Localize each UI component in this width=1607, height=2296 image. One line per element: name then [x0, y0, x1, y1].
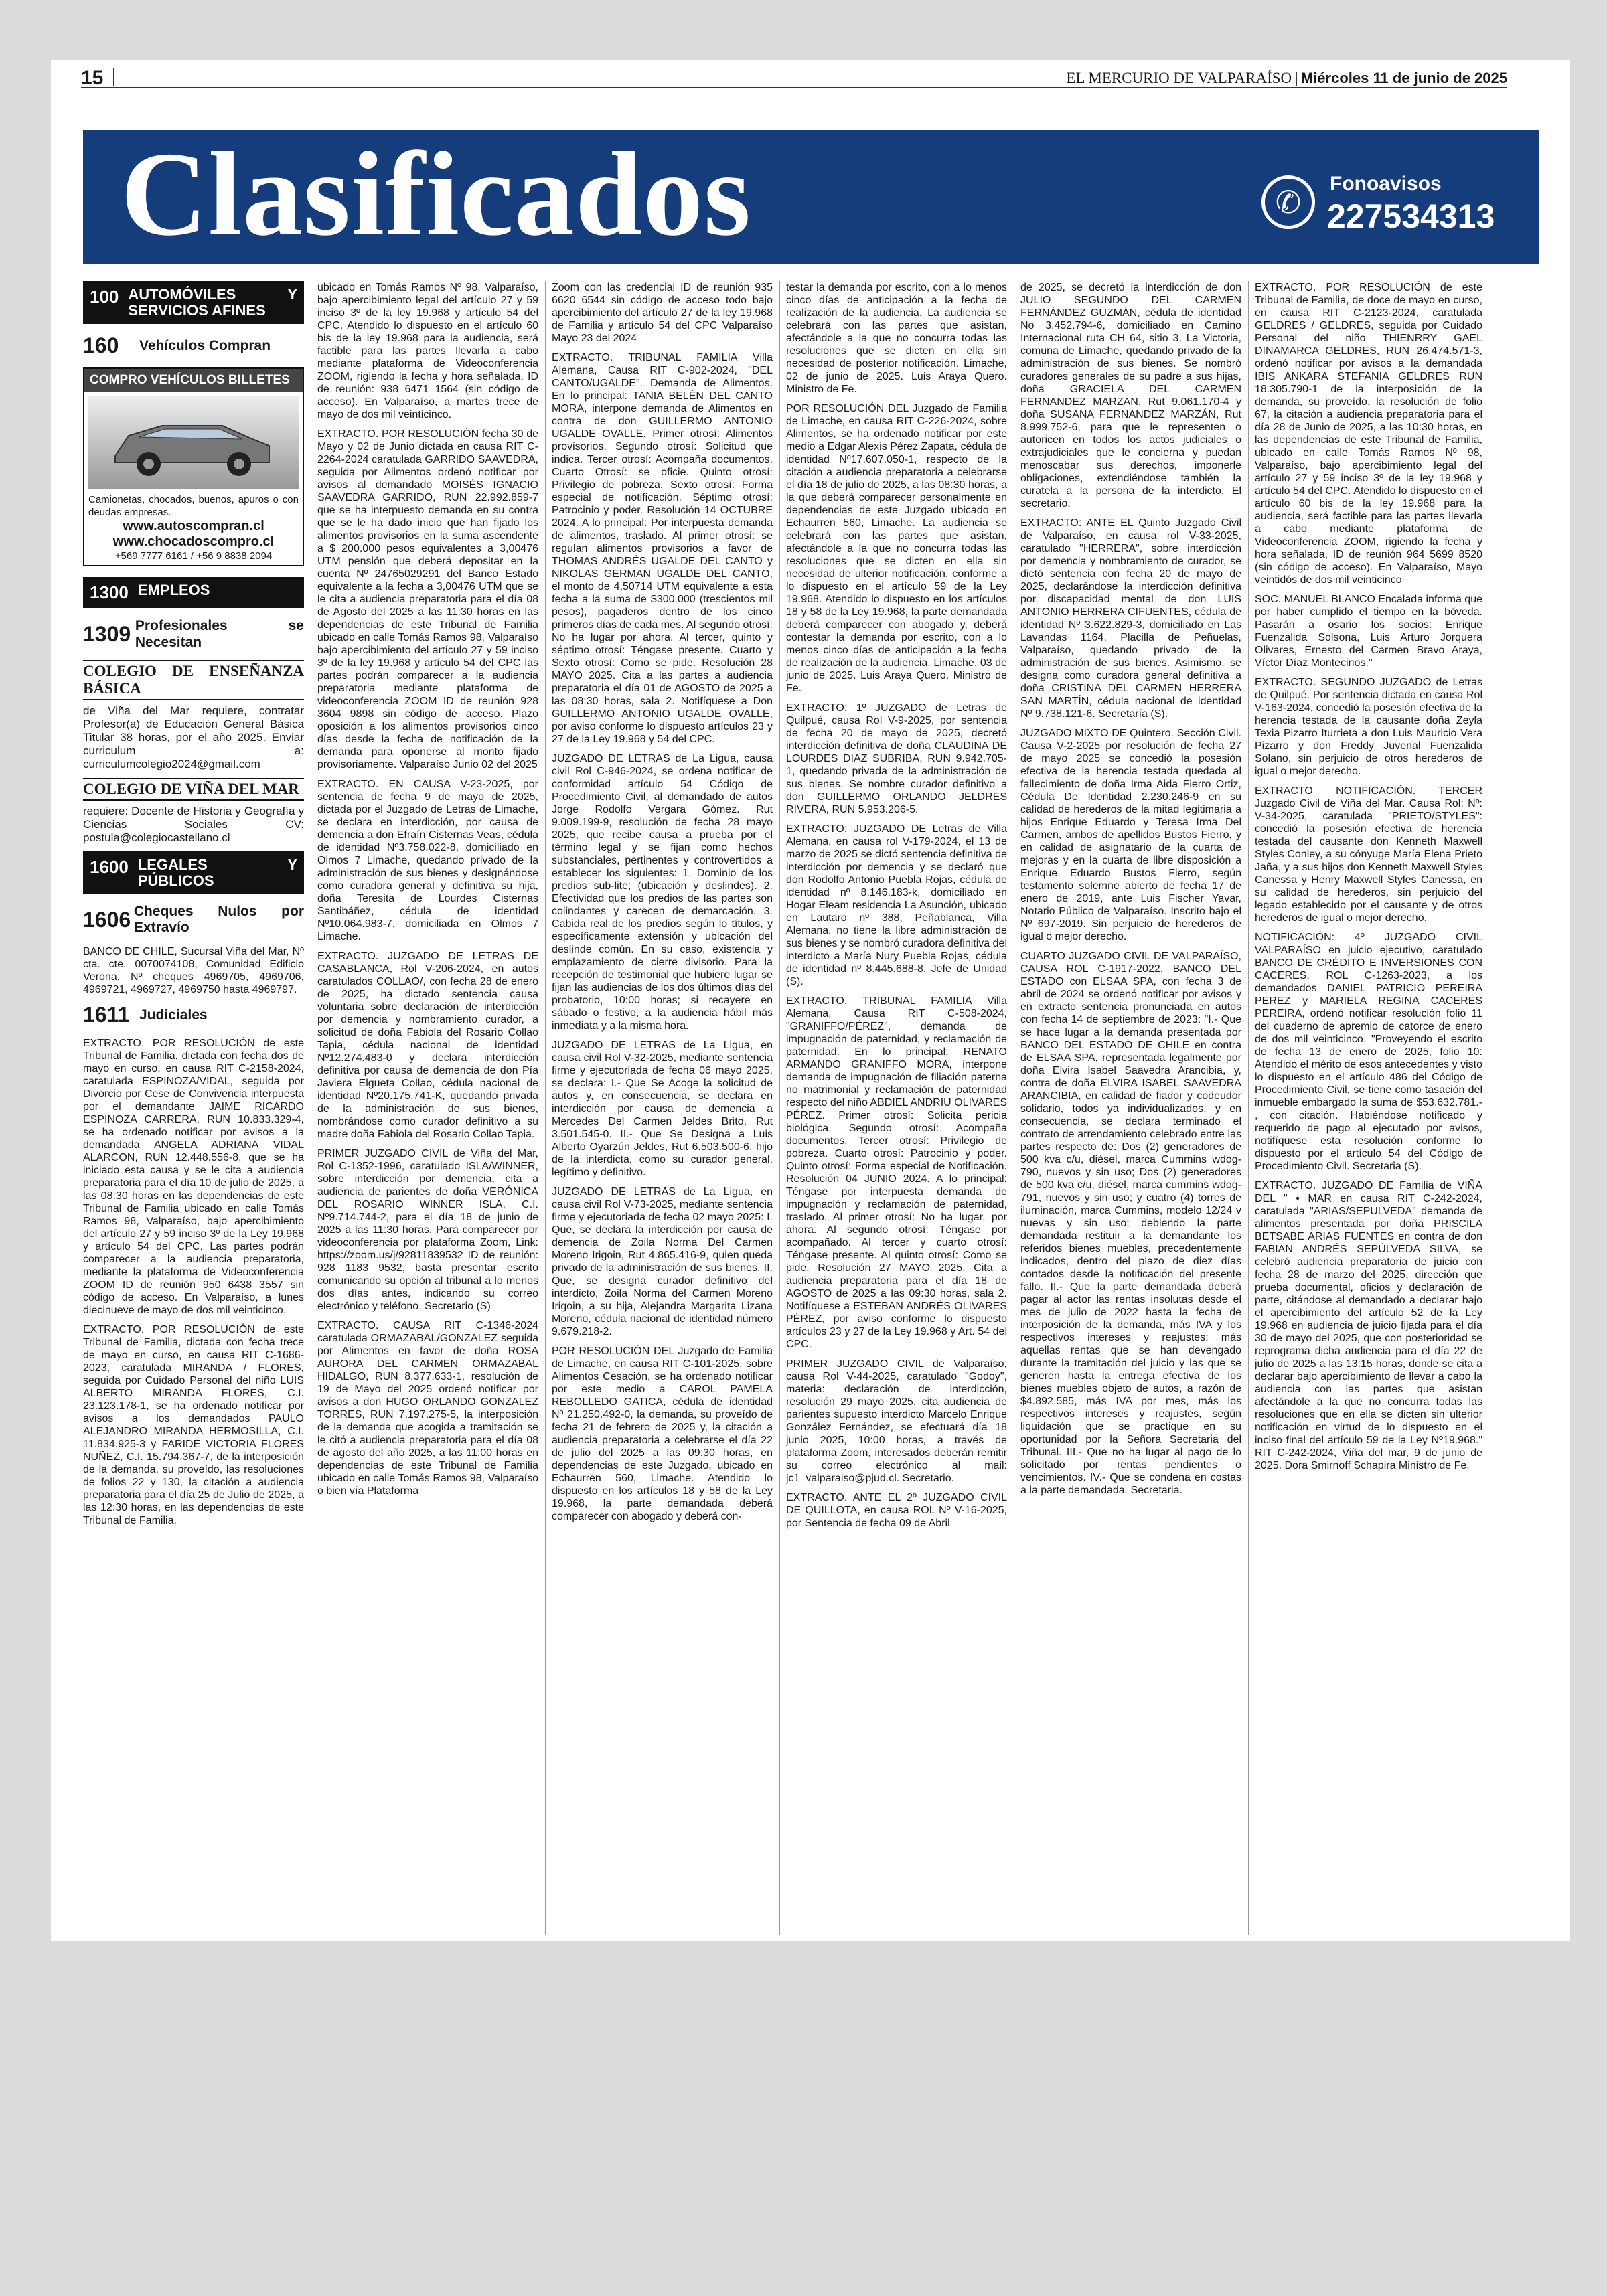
job-ad-title-2: COLEGIO DE VIÑA DEL MAR [83, 778, 304, 801]
legal-notice: POR RESOLUCIÓN DEL Juzgado de Familia de Limache, en causa RIT C-226-2024, sobre Alimentos, se ha ordenado notificar por este medio a Edgar Alexis Pérez Zapata, cédula de identidad Nº17.607.050-1, respecto de la citación a audiencia preparatoria a celebrarse el día 18 de julio de 2025, a las 08:30 horas, a la que deberá comparecer personalmente en dependencias de este Juzgado ubicado en Echaurren 560, Limache. La audiencia se celebrará con las partes que asistan, afectándole a la que no concurra todas las resoluciones que se dicten en ella sin necesidad de ulterior notificación, conforme a lo dispuesto en el artículo 59 de la Ley 19.968. Atendido lo dispuesto en los artículos 18 y 58 de la Ley 19.968, la parte demandada deberá comparecer con abogado y, deberá contestar la demanda por escrito, con a lo menos cinco días de anticipación a la fecha de realización de la audiencia. Limache, 03 de junio de 2025. Luis Araya Quero. Ministro de Fe. [786, 403, 1007, 694]
column-divider [1248, 281, 1249, 1935]
legal-notice: JUZGADO DE LETRAS de La Ligua, en causa civil Rol V-32-2025, mediante sentencia firme y ejecutoriada de fecha 06 mayo 2025, se declara: I.- Que Se Acoge la solicitud de autos y, en consecuencia, se declara en interdicción por causa de demencia a Mercedes Del Carmen Jeldes Brito, Rut 3.501.545-0. II.- Que Se Designa a Luis Alberto Oyarzún Jeldes, Rut 6.503.500-6, hijo de la interdicta, como su curador general, legítimo y definitivo. [552, 1040, 773, 1178]
category-label: LEGALES Y PÚBLICOS [137, 855, 297, 889]
legal-notice: EXTRACTO. POR RESOLUCIÓN de este Tribunal de Familia, de doce de mayo en curso, en causa RIT C-2123-2024, caratulada GELDRES / GELDRES, seguida por Cuidado Personal del niño THIENRRY GAEL DINAMARCA GELDRES, RUN 26.474.571-3, ordenó notificar por avisos a la demandada IBIS ANKARA STEFANIA GELDRES RUN 18.305.790-1 de la interposición de la demanda, su proveído, la resolución de folio 67, la citación a audiencia preparatoria para el día 28 de Junio de 2025, a las 10:30 horas, en las dependencias de este Tribunal de Familia, ubicado en calle Tomás Ramos Nº 98, Valparaíso, bajo apercibimiento legal del artículo 27 y 59 inciso 3º de la ley 19.968 y artículo 54 del CPC. Atendido lo dispuesto en el artículo 60 bis de la ley 19.968 para la audiencia, será factible para las partes llevarla a cabo mediante plataforma de Videoconferencia ZOOM, rigiendo la fecha y hora señalada, ID de reunión 964 5699 8520 (sin código de acceso). En Valparaíso, Mayo veintidós de dos mil veinticinco [1255, 282, 1482, 586]
legal-notice: PRIMER JUZGADO CIVIL de Valparaíso, causa Rol V-44-2025, caratulado "Godoy", materia: declaración de interdicción, resolución 29 mayo 2025, cita audiencia de parientes supuesto interdicto Marcelo Enrique González Fernández, se efectuará día 18 junio 2025, 10:00 horas, a través de plataforma Zoom, interesados deberán remitir su correo electrónico al mail: jc1_valparaiso@pjud.cl. Secretario. [786, 1358, 1007, 1484]
category-header-100 [83, 281, 304, 324]
legal-notice: EXTRACTO: ANTE EL Quinto Juzgado Civil de Valparaíso, en causa rol V-33-2025, caratulado "HERRERA", sobre interdicción por demencia y nombramiento de curador, se dictó sentencia con fecha 20 de mayo de 2025, declarándose la interdicción definitiva por discapacidad mental de don LUIS ANTONIO HERRERA CIFUENTES, cédula de identidad Nº 3.622.829-3, domiciliado en Las Lavandas 1164, Placilla de Peñuelas, Valparaíso, quedando privado de la administración de sus bienes. Asimismo, se designa como curadora general definitiva a doña CRISTINA DEL CARMEN HERRERA SAN MARTÍN, cédula nacional de identidad Nº 9.738.121-6. Secretaría (S). [1020, 517, 1241, 720]
fonoavisos-number: 227534313 [1327, 197, 1495, 235]
column-6 [1255, 281, 1482, 1935]
page-header [81, 67, 1507, 88]
legal-notice: NOTIFICACIÓN: 4º JUZGADO CIVIL VALPARAÍSO en juicio ejecutivo, caratulado BANCO DE CRÉDITO E INVERSIONES CON CACERES, ROL C-1263-2023, a los demandados DANIEL PATRICIO PEREIRA PEREZ y MARIELA REGINA CACERES PEREIRA, ordenó notificar resolución folio 11 del cuaderno de apremio de catorce de enero de dos mil veinticinco. "Proveyendo el escrito de fecha 13 de enero de 2025, folio 10: Atendido el mérito de esos antecedentes y visto lo dispuesto en el artículo 486 del Código de Procedimiento Civil, se tiene como tasación del inmueble embargado la suma de $53.632.781.- , con citación. Habiéndose notificado y requerido de pago al ejecutado por avisos, notifíquese esta resolución conforme lo dispuesto por el artículo 54 del Código de Procedimiento Civil. Secretaria (S). [1255, 932, 1482, 1172]
subcategory-label: Cheques Nulos por Extravío [133, 904, 304, 936]
legal-notice: EXTRACTO. TRIBUNAL FAMILIA Villa Alemana, Causa RIT C-902-2024, "DEL CANTO/UGALDE". Demanda de Alimentos. En lo principal: TANIA BELÉN DEL CANTO MORA, interpone demanda de Alimentos en contra de don GUILLERMO ANTONIO UGALDE OVALLE. Primer otrosí: Alimentos provisorios. Segundo otrosí: Solicitud que indica. Tercer otrosí: Acompaña documentos. Cuarto Otrosí: se oficie. Quinto otrosí: Privilegio de pobreza. Sexto otrosí: Forma especial de notificación. Séptimo otrosí: Patrocinio y poder. Resolución 14 OCTUBRE 2024. A lo principal: Por interpuesta demanda de alimentos, traslado. Al primer otrosí: se regulan alimentos provisorios a favor de THOMAS ANDRÉS UGALDE DEL CANTO y NIKOLAS GERMAN UGALDE DEL CANTO, el monto de 4,50714 UTM equivalente a esta fecha a la suma de $300.000 (trescientos mil pesos), pagaderos dentro de los cinco primeros días de cada mes. Al segundo otrosí: No ha lugar por ahora. Al tercer, quinto y séptimo otrosí: Téngase presente. Cuarto y Sexto otrosí: Como se pide. Resolución 28 MAYO 2025. Cita a las partes a audiencia preparatoria el día 01 de AGOSTO de 2025 a las 08:30 horas, sala 2. Notifíquese a Don GUILLERMO ANTONIO UGALDE OVALLE, por aviso conforme lo dispuesto artículos 23 y 27 de la Ley 19.968 y 54 del CPC. [552, 352, 773, 745]
column-3 [552, 281, 773, 1935]
column-divider [545, 281, 546, 1935]
category-number: 1600 [90, 856, 129, 877]
legal-notice: JUZGADO DE LETRAS de La Ligua, en causa civil Rol V-73-2025, mediante sentencia firme y ejecutoriada de fecha 02 mayo 2025: I. Que, se declara la interdicción por causa de demencia de Zoila Norma Del Carmen Moreno Irigoin, Rut 4.865.416-9, quien queda privado de la administración de sus bienes. II. Que, se designa curador definitivo del interdicto, Zoila Norma del Carmen Moreno Irigoin, a su hija, Alejandra Margarita Lizana Moreno, cédula nacional de identidad número 9.679.218-2. [552, 1186, 773, 1337]
ad-description: Camionetas, chocados, buenos, apuros o con deudas empresas. [88, 494, 299, 519]
subcategory-1309 [83, 618, 304, 650]
job-ad-title-1: COLEGIO DE ENSEÑANZA BÁSICA [83, 660, 304, 700]
phone-icon: ✆ [1261, 175, 1315, 229]
subcategory-number: 1309 [83, 622, 131, 647]
newspaper-page [51, 60, 1570, 1941]
legal-notice: CUARTO JUZGADO CIVIL DE VALPARAÍSO, CAUSA ROL C-1917-2022, BANCO DEL ESTADO con ELSAA SPA, con fecha 3 de abril de 2024 se ordenó notificar por avisos y en extracto sentencia pronunciada en autos con fecha 14 de septiembre de 2023: "I.- Que se hace lugar a la demanda presentada por BANCO DEL ESTADO DE CHILE en contra de ELSAA SPA, representada legalmente por doña Elvira Isabel Saavedra Arancibia, y, contra de doña ELVIRA ISABEL SAAVEDRA ARANCIBIA, en calidad de fiador y codeudor solidario, todos ya individualizados, y en consecuencia, se declara terminado el contrato de arrendamiento celebrado entre las partes respecto de: Dos (2) generadores de 500 kva c/u, diésel, marca Cummins wdog-790, nuevos y sin uso; Dos (2) generadores de 500 kva c/u, diésel, marca cummins wdog- 791, nuevos y sin uso; y cuatro (4) torres de iluminación, marca Cummins, modelo 12/24 v nuevas y sin uso; debiendo la parte demandada restituir a la demandante los referidos bienes muebles, precedentemente indicados, dentro del plazo de diez días contados desde la notificación del presente fallo. II.- Que la parte demandada deberá pagar al actor las rentas insolutas desde el mes de julio de 2022 hasta la fecha de interposición de la demanda, más IVA y los respectivos intereses y reajustes; más aquellas rentas que se han devengado durante la tramitación del juicio y las que se generen hasta la entrega efectiva de los bienes muebles objeto de autos, a razón de $4.892.585, más IVA por mes, más los respectivos intereses y reajustes, según liquidación que se practique en su oportunidad por la Señora Secretaria del Tribunal. III.- Que no ha lugar al pago de lo solicitado por rentas pendientes o vencimientos. IV.- Que se condena en costas a la parte demandada. Secretaria. [1020, 951, 1241, 1496]
legal-notice: Zoom con las credencial ID de reunión 935 6620 6544 sin código de acceso todo bajo apercibimiento del artículo 27 de la ley 19.968 de Familia y artículo 54 del CPC Valparaíso Mayo 23 del 2024 [552, 282, 773, 344]
legal-notice: POR RESOLUCIÓN DEL Juzgado de Familia de Limache, en causa RIT C-101-2025, sobre Alimentos Cesación, se ha ordenado notificar por este medio a CAROL PAMELA REBOLLEDO GATICA, cédula de identidad Nº 21.250.492-0, la demanda, su proveído de fecha 21 de febrero de 2025 y, la citación a audiencia preparatoria a celebrarse el día 22 de julio del 2025 a las 09:30 horas, en dependencias de este Juzgado, ubicado en Echaurren 560, Limache. Atendido lo dispuesto en los artículos 18 y 58 de la Ley 19.968, la parte demandada deberá comparecer con abogado y deberá con- [552, 1345, 773, 1522]
legal-notice: JUZGADO DE LETRAS de La Ligua, causa civil Rol C-946-2024, se ordena notificar de conformidad artículo 54 Código de Procedimiento Civil, al demandado de autos Jorge Rodolfo Vergara Gómez. Rut 9.009.199-9, resolución de fecha 28 mayo 2025, que recibe causa a prueba por el término legal y se fijan como hechos substanciales, pertinentes y controvertidos a establecer los siguientes: 1. Dominio de los predios sub-lite; (ubicación y deslindes). 2. Efectividad que los predios de las partes son colindantes y carecen de demarcación. 3. Cabida real de los predios según lo títulos, y específicamente extensión y ubicación del deslinde común. En su caso, existencia y emplazamiento de cierre divisorio. Para la recepción de testimonial que hubiere lugar se fijan las audiencias de los dos últimos días del probatorio, 10:00 horas; si recayere en sábado o festivo, a la audiencia hábil más inmediata y a la misma hora. [552, 753, 773, 1032]
ad-phones: +569 7777 6161 / +56 9 8838 2094 [114, 550, 273, 562]
section-banner [83, 127, 1539, 264]
legal-notice: EXTRACTO. POR RESOLUCIÓN de este Tribunal de Familia, dictada con fecha trece de mayo en curso, en causa RIT C-1686-2023, caratulada MIRANDA / FLORES, seguida por Cuidado Personal del niño LUIS ALBERTO MIRANDA FLORES, C.I. 23.123.178-1, se ha ordenado notificar por avisos a los demandados PAULO ALEJANDRO MIRANDA HERMOSILLA, C.I. 11.834.925-3 y FARIDE VICTORIA FLORES NUÑEZ, C.I. 15.794.367-7, de la interposición de la demanda, su proveído, las resoluciones de folios 22 y 130, la citación a audiencia preparatoria para el día 25 de Julio de 2025, a las 12:30 horas, en las dependencias de este Tribunal de Familia, [83, 1324, 304, 1527]
column-4 [786, 281, 1007, 1935]
page-number: 15 [81, 67, 104, 89]
subcategory-number: 1606 [83, 907, 131, 932]
legal-notice: SOC. MANUEL BLANCO Encalada informa que por haber cumplido el tiempo en la bóveda. Pasarán a osario los socios: Enrique Fuenzalida Solsona, Luis Arturo Jorquera Olivares, Ernesto del Carmen Bravo Araya, Víctor Díaz Montecinos." [1255, 594, 1482, 669]
legal-notice: JUZGADO MIXTO DE Quintero. Sección Civil. Causa V-2-2025 por resolución de fecha 27 de mayo 2025 se concedió la posesión efectiva de la herencia testada quedada al fallecimiento de doña Irma Aida Fierro Ortiz, Cédula De Identidad 2.230.246-9 en su calidad de herederos de la mitad legitimaria a hijos Enrique Eduardo y Teresa Irma Del Carmen, ambos de apellidos Bustos Fierro, y en calidad de asignatario de la cuarta de mejoras y en la cuarta de libre disposición a Enrique Eduardo Bustos Fierro, según testamento solemne abierto de fecha 17 de enero de 2019, ante Luis Fischer Yavar, Notario Público de Valparaíso. Inscrito bajo el Nº 697-2019. Sin perjuicio de herederos de igual o mejor derecho. [1020, 728, 1241, 942]
subcategory-number: 160 [83, 333, 119, 358]
header-divider [113, 68, 114, 86]
column-5 [1020, 281, 1241, 1935]
legal-notice: EXTRACTO. JUZGADO DE LETRAS DE CASABLANCA, Rol V-206-2024, en autos caratulados COLLAO/, con fecha 28 de enero de 2025, ha dictado sentencia causa voluntaria sobre declaración de interdicción por demencia y nombramiento curador, a solicitud de doña Fabiola del Rosario Collao Tapia, cédula nacional de identidad Nº12.274.483-0 y declara interdicción definitiva por causa de demencia de don Pía Javiera Elgueta Collao, cédula nacional de identidad Nº20.175.741-K, quedando privada de la administración de sus bienes, nombrándose como curador definitivo a su madre doña Fabiola del Rosario Collao Tapia. [317, 951, 538, 1140]
car-icon [108, 409, 276, 483]
legal-notice: EXTRACTO. POR RESOLUCIÓN fecha 30 de Mayo y 02 de Junio dictada en causa RIT C-2264-2024 caratulada GARRIDO SAAVEDRA, seguida por Alimentos ordenó notificar por avisos al demandado MOISÉS IGNACIO SAAVEDRA GARRIDO, RUN 22.992.859-7 que se ha interpuesto demanda en su contra que se le ha dado inicio que han fijado los alimentos provisorios en la suma ascendente a $ 200.000 pesos equivalentes a 3,00476 UTM pensión que deberá depositar en la cuenta Nº 24765029291 del Banco Estado equivalente a la fecha a 3,00476 UTM que se le cita a audiencia preparatoria para el día 08 de Agosto del 2025 a las 11:30 horas en las dependencias de este Tribunal de Familia ubicado en calle Tomás Ramos 98, Valparaíso bajo apercibimiento del artículo 27 y 59 inciso 3º de la ley 19.968 y artículo 54 del CPC las partes podrán comparecer a la audiencia preparatoria mediante plataforma de videoconferencia ZOOM ID de reunión 928 3604 9898 sin código de acceso. Plazo oposición a los alimentos provisorios cinco días desde la fecha de notificación de la demanda para oponerse al monto fijado provisoriamente. Valparaíso Junio 02 del 2025 [317, 428, 538, 770]
subcategory-1611 [83, 1003, 304, 1028]
category-label: AUTOMÓVILES Y SERVICIOS AFINES [128, 286, 297, 319]
ad-website-2[interactable]: www.chocadoscompro.cl [112, 534, 275, 550]
subcategory-label: Profesionales se Necesitan [135, 618, 304, 650]
legal-notice: EXTRACTO. SEGUNDO JUZGADO de Letras de Quilpué. Por sentencia dictada en causa Rol V-163-2024, concedió la posesión efectiva de la herencia testada de la causante doña Zeyla Texia Pizarro Iturrieta a don Luis Mauricio Vera Pizarro y don Freddy Juvenal Fuenzalida Solano, sin perjuicio de otros herederos de igual o mejor derecho. [1255, 677, 1482, 777]
legal-notice: EXTRACTO. ANTE EL 2º JUZGADO CIVIL DE QUILLOTA, en causa ROL Nº V-16-2025, por Sentencia de fecha 09 de Abril [786, 1492, 1007, 1529]
legal-notice: EXTRACTO. JUZGADO DE Familia de VIÑA DEL " • MAR en causa RIT C-242-2024, caratulada "ARIAS/SEPULVEDA" demanda de alimentos presentada por doña PRISCILA BETSABE ARIAS FUENTES en contra de don FABIAN ANDRÉS SEPÚLVEDA SILVA, se celebró audiencia preparatoria de juicio con fecha 28 de marzo del 2025, dirección que prueba documental, oficios y declaración de parte, citándose al demandado a declarar bajo el apercibimiento del artículo 52 de la Ley 19.968 en audiencia de juicio fijada para el día 30 de mayo del 2025, que con posterioridad se reprograma dicha audiencia para el día 22 de julio de 2025 a las 13:15 horas, donde se cita a declarar bajo apercibimiento de llevar a cabo la audiencia con las partes que asistan afectándole a la que no concurra todas las resoluciones que en ella se dicten sin ulterior notificación en virtud de lo dispuesto en el inciso final del artículo 59 de la Ley Nº19.968." RIT C-242-2024, Viña del mar, 9 de junio de 2025. Dora Smirnoff Schapira Ministro de Fe. [1255, 1180, 1482, 1471]
job-ad-text-2: requiere: Docente de Historia y Geografía y Ciencias Sociales CV: postula@colegiocastellano.cl [83, 804, 304, 844]
subcategory-number: 1611 [83, 1003, 130, 1028]
job-ad-text-1: de Viña del Mar requiere, contratar Profesor(a) de Educación General Básica Titular 38 horas, por el año 2025. Enviar curriculum a: curriculumcolegio2024@gmail.com [83, 704, 304, 770]
legal-notice: EXTRACTO. CAUSA RIT C-1346-2024 caratulada ORMAZABAL/GONZALEZ seguida por Alimentos en favor de doña ROSA AURORA DEL CARMEN ORMAZABAL HIDALGO, RUN 8.377.633-1, resolución de 19 de Mayo del 2025 ordenó notificar por avisos a don HUGO ORLANDO GONZALEZ TORRES, RUN 7.197.275-5, la interposición de la demanda que acogida a tramitación se le citó a audiencia preparatoria para el día 08 de agosto del año 2025, a las 11:00 horas en dependencias de este Tribunal de Familia ubicado en calle Tomás Ramos 98, Valparaíso o bien vía Plataforma [317, 1320, 538, 1497]
notice-bank-cheques: BANCO DE CHILE, Sucursal Viña del Mar, Nº cta. cte. 0070074108, Comunidad Edificio Verona, Nº cheques 4969705, 4969706, 4969721, 4969727, 4969750 hasta 4969797. [83, 946, 304, 996]
subcategory-1606 [83, 904, 304, 936]
legal-notice: testar la demanda por escrito, con a lo menos cinco días de anticipación a la fecha de realización de la audiencia. La audiencia se celebrará con las partes que asistan, afectándole a la que no concurra todas las resoluciones que se dicten en ella sin necesidad de posterior notificación. Limache, 02 de junio de 2025. Luis Araya Quero. Ministro de Fe. [786, 282, 1007, 395]
subcategory-label: Judiciales [139, 1007, 208, 1023]
legal-notice: EXTRACTO: 1º JUZGADO de Letras de Quilpué, causa Rol V-9-2025, por sentencia de fecha 20 de mayo de 2025, decretó interdicción definitiva de doña CLAUDINA DE LOURDES DIAZ SUBRIBA, RUN 9.942.705-1, quedando privada de la administración de sus bienes. Se nombre curador definitivo a don GUILLERMO ORLANDO JELDRES RIVERA, RUN 5.953.206-5. [786, 702, 1007, 815]
legal-notice: EXTRACTO. POR RESOLUCIÓN de este Tribunal de Familia, dictada con fecha dos de mayo en curso, en causa RIT C-2158-2024, caratulada ESPINOZA/VIDAL, seguida por Divorcio por Cese de Convivencia interpuesta por el demandante JAIME RICARDO ESPINOZA CARRERA, RUN 10.833.329-4, se ha ordenado notificar por avisos a la demandada ANGELA ADRIANA VIDAL ALARCON, RUN 12.448.556-8, que se ha iniciado esta causa y se le cita a audiencia preparatoria para el día 10 de julio de 2025, a las 08:30 horas en las dependencias de este Tribunal de Familia ubicado en calle Tomás Ramos 98, Valparaíso, bajo apercibimiento del artículo 27 y 59 inciso 3º de la Ley 19.968 y artículo 54 del CPC. Las partes podrán comparecer a la audiencia preparatoria, mediante la plataforma de Videoconferencia ZOOM ID de reunión 950 6438 3557 sin código de acceso. En Valparaíso, a lunes diecinueve de mayo de dos mil veinticinco. [83, 1038, 304, 1317]
subcategory-label: Vehículos Compran [139, 337, 271, 353]
section-title: Clasificados [121, 127, 752, 260]
subcategory-160 [83, 333, 304, 358]
car-photo [88, 396, 299, 489]
column-2 [317, 281, 538, 1935]
category-label: EMPLEOS [137, 582, 210, 599]
header-separator: | [1294, 70, 1298, 86]
column-divider [779, 281, 780, 1935]
legal-notice: EXTRACTO NOTIFICACIÓN. TERCER Juzgado Civil de Viña del Mar. Causa Rol: Nº: V-34-2025, caratulada "PRIETO/STYLES": concedió la posesión efectiva de herencia testada del causante don Kenneth Maxwell Styles Conley, a su cónyuge María Elena Prieto Jaña, y a sus hijos don Kenneth Maxwell Styles Canessa y Henry Maxwell Styles Canessa, en su calidad de herederos, sin perjuicio del legado establecido por el causante y de otros herederos de igual o mejor derecho. [1255, 785, 1482, 924]
legal-notice: ubicado en Tomás Ramos Nº 98, Valparaíso, bajo apercibimiento legal del artículo 27 y 59 inciso 3º de la ley 19.968 y artículo 54 del CPC. Atendido lo dispuesto en el artículo 60 bis de la ley 19.968 para la audiencia, será factible para las partes llevarla a cabo mediante plataforma de Videoconferencia ZOOM, rigiendo la fecha y hora señalada, ID de reunión: 938 6471 1564 (sin código de acceso). En Valparaíso, a martes trece de mayo de dos mil veinticinco. [317, 282, 538, 420]
legal-notice: PRIMER JUZGADO CIVIL de Viña del Mar, Rol C-1352-1996, caratulado ISLA/WINNER, sobre interdicción por demencia, cita a audiencia de parientes de doña VERÓNICA DEL ROSARIO WINNER ISLA, C.I. Nº9.714.744-2, para el día 18 de junio de 2025 a las 11:30 horas. Para comparecer por videoconferencia por plataforma Zoom, Link: https://zoom.us/j/92811839532 ID de reunión: 928 1183 9532, basta presentar escrito comunicando su opción al tribunal a lo menos dos días antes, indicando su correo electrónico y teléfono. Secretario (S) [317, 1148, 538, 1312]
category-header-1300 [83, 577, 304, 608]
category-number: 1300 [90, 582, 129, 603]
column-1 [83, 281, 304, 1935]
fonoavisos-label: Fonoavisos [1330, 173, 1442, 195]
header-right [1066, 70, 1507, 87]
category-number: 100 [90, 286, 119, 307]
car-buy-ad [83, 367, 304, 566]
publication-date: Miércoles 11 de junio de 2025 [1300, 70, 1507, 86]
category-header-1600 [83, 851, 304, 894]
legal-notice: de 2025, se decretó la interdicción de don JULIO SEGUNDO DEL CARMEN FERNÁNDEZ GUZMÁN, cédula de identidad No 3.452.794-6, domiciliado en Camino Internacional ruta CH 64, sitio 3, La Victoria, comuna de Limache, quedando privado de la administración de sus bienes. Se nombró curadores generales de su padre a sus hijas, doña GRACIELA DEL CARMEN FERNANDEZ MARZAN, Rut 9.061.170-4 y doña SUSANA FERNANDEZ MARZÁN, Rut 8.999.752-6, para que le representen o autoricen en todos los actos judiciales o extrajudiciales que le concierna y puedan menoscabar sus derechos, imponerle obligaciones, extendiéndose también la curatela a la persona de la interdicto. El secretario. [1020, 282, 1241, 509]
ad-title: COMPRO VEHÍCULOS BILLETES [84, 369, 303, 392]
legal-notice: EXTRACTO: JUZGADO DE Letras de Villa Alemana, en causa rol V-179-2024, el 13 de marzo de 2025 se dictó sentencia definitiva de interdicción por demencia y se declaró que don Rodolfo Antonio Puebla Rojas, cédula de identidad nº 8.146.183-k, domiciliado en Hogar Eleam residencia La Asunción, ubicado en Lautaro nº 388, Peñablanca, Villa Alemana, no tiene la libre administración de sus bienes y se nombró curadora definitiva del interdicto a María Nury Puebla Rojas, cédula de identidad nº 8.445.688-8. Jefe de Unidad (S). [786, 823, 1007, 987]
legal-notice: EXTRACTO. EN CAUSA V-23-2025, por sentencia de fecha 9 de mayo de 2025, dictada por el Juzgado de Letras de Limache, se declara en interdicción, por causa de demencia a don Efraín Cisternas Veas, cédula de identidad Nº3.758.022-8, domiciliado en Olmos 7 Limache, quedando privado de la administración de sus bienes y designándose como curadora general y definitiva su hija, doña Teresita de Lourdes Cisternas Santibáñez, cédula de identidad Nº10.064.983-7, domiciliada en Olmos 7 Limache. [317, 778, 538, 942]
ad-website-1[interactable]: www.autoscompran.cl [123, 519, 264, 534]
legal-notice: EXTRACTO. TRIBUNAL FAMILIA Villa Alemana, Causa RIT C-508-2024, "GRANIFFO/PÉREZ", demanda de impugnación de paternidad, y reclamación de paternidad. En lo principal: RENATO ARMANDO GRANIFFO MORA, interpone demanda de impugnación de filiación paterna no matrimonial y reclamación de paternidad respecto del niño ABDIEL ANDRIU OLIVARES PÉREZ. Primer otrosí: Solicita pericia biológica. Segundo otrosí: Acompaña documentos. Tercer otrosí: Privilegio de pobreza. Cuarto otrosí: Patrocinio y poder. Quinto otrosí: Forma especial de Notificación. Resolución 04 JUNIO 2024. A lo principal: Téngase por interpuesta demanda de impugnación y reclamación de paternidad, traslado. Al primer otrosí: No ha lugar, por ahora. Al segundo otrosí: Téngase por acompañado. Al tercer y cuarto otrosí: Téngase presente. Al quinto otrosí: Como se pide. Resolución 27 MAYO 2025. Cita a audiencia preparatoria para el día 18 de AGOSTO de 2025 a las 09:30 horas, sala 2. Notifíquese a ESTEBAN ANDRÉS OLIVARES PÉREZ, por aviso conforme lo dispuesto artículos 23 y 27 de la Ley 19.968 y Art. 54 del CPC. [786, 995, 1007, 1350]
publication-name: EL MERCURIO DE VALPARAÍSO [1066, 70, 1292, 86]
